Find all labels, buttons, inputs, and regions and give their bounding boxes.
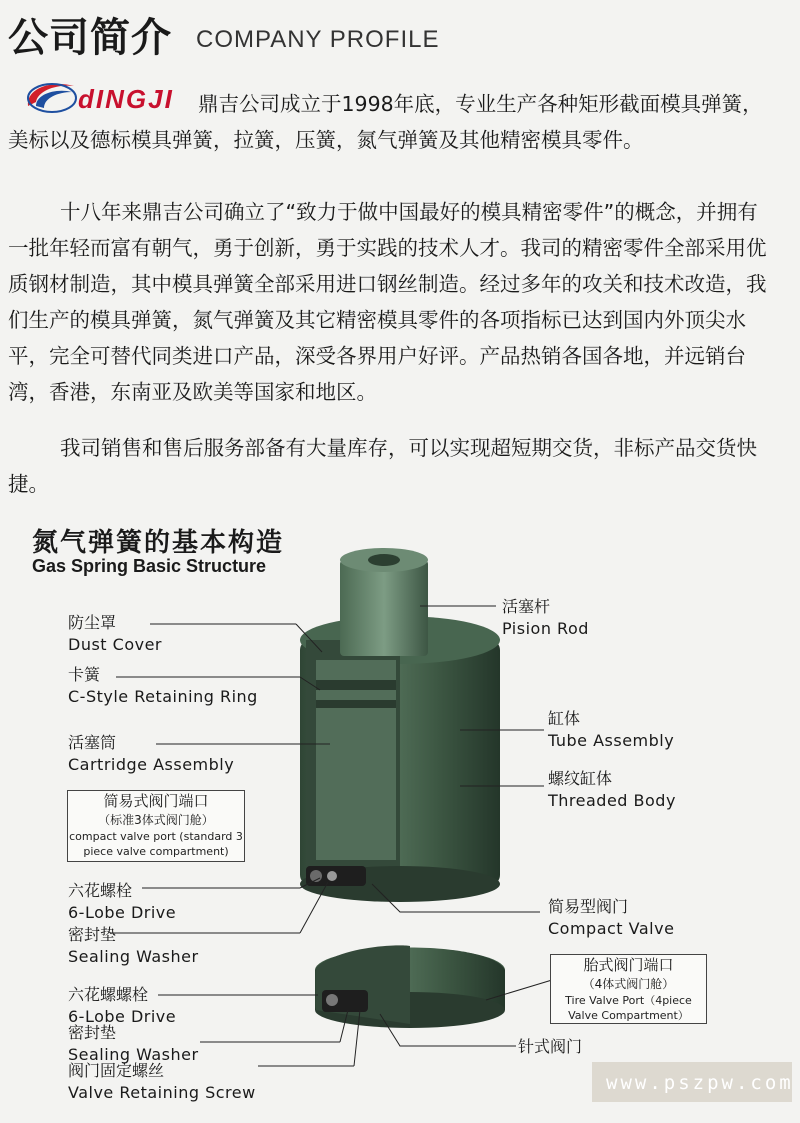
- label-piston-rod: 活塞杆 Pision Rod: [502, 597, 589, 638]
- intro-paragraph-2: 十八年来鼎吉公司确立了“致力于做中国最好的模具精密零件”的概念，并拥有一批年轻而富有朝气，勇于创新，勇于实践的技术人才。我司的精密零件全部采用优质钢材制造，其中模具弹簧全部采用进口钢丝制造。经过多年的攻关和技术改造，我们生产的模具弹簧，氮气弹簧及其它精密模具零件的各项指标已达到国内外顶尖水平，完全可替代同类进口产品，深受各界用户好评。产品热销各国各地，并远销台湾，香港，东南亚及欧美等国家和地区。: [8, 200, 767, 404]
- page-subtitle: COMPANY PROFILE: [196, 26, 440, 53]
- label-valve-retaining-screw: 阀门固定螺丝 Valve Retaining Screw: [68, 1061, 256, 1102]
- piston-rod: [340, 560, 428, 656]
- label-pin-valve: 针式阀门: [518, 1037, 583, 1056]
- page-title: 公司简介: [8, 15, 172, 61]
- label-lobe-drive-1: 六花螺栓 6-Lobe Drive: [68, 881, 177, 922]
- label-cartridge: 活塞筒 Cartridge Assembly: [68, 733, 235, 774]
- label-compact-valve: 简易型阀门 Compact Valve: [548, 897, 675, 938]
- intro-paragraph-3: 我司销售和售后服务部备有大量库存，可以实现超短期交货，非标产品交货快捷。: [8, 436, 757, 496]
- label-threaded-body: 螺纹缸体 Threaded Body: [548, 769, 676, 810]
- intro-paragraph-1: 鼎吉公司成立于1998年底，专业生产各种矩形截面模具弹簧，美标以及德标模具弹簧，拉簧，压簧，氮气弹簧及其他精密模具零件。: [8, 92, 763, 152]
- label-lobe-drive-2: 六花螺螺栓 6-Lobe Drive: [68, 985, 177, 1026]
- logo-text: dINGJI: [78, 84, 174, 114]
- label-tube: 缸体 Tube Assembly: [548, 709, 675, 750]
- label-sealing-washer-1: 密封垫 Sealing Washer: [68, 925, 199, 966]
- watermark: www.pszpw.com: [606, 1072, 794, 1094]
- section-subtitle: Gas Spring Basic Structure: [32, 556, 267, 576]
- tire-valve-box: 胎式阀门端口 （4体式阀门舱） Tire Valve Port（4piece Valve Compartment）: [550, 954, 707, 1024]
- label-sealing-washer-2: 密封垫 Sealing Washer: [68, 1023, 199, 1064]
- label-dust-cover: 防尘罩 Dust Cover: [68, 613, 163, 654]
- valve-port-box: 简易式阀门端口 （标准3体式阀门舱） compact valve port (standard 3 piece valve compartment): [67, 790, 245, 862]
- section-title: 氮气弹簧的基本构造: [32, 528, 285, 558]
- label-c-ring: 卡簧 C-Style Retaining Ring: [68, 665, 258, 706]
